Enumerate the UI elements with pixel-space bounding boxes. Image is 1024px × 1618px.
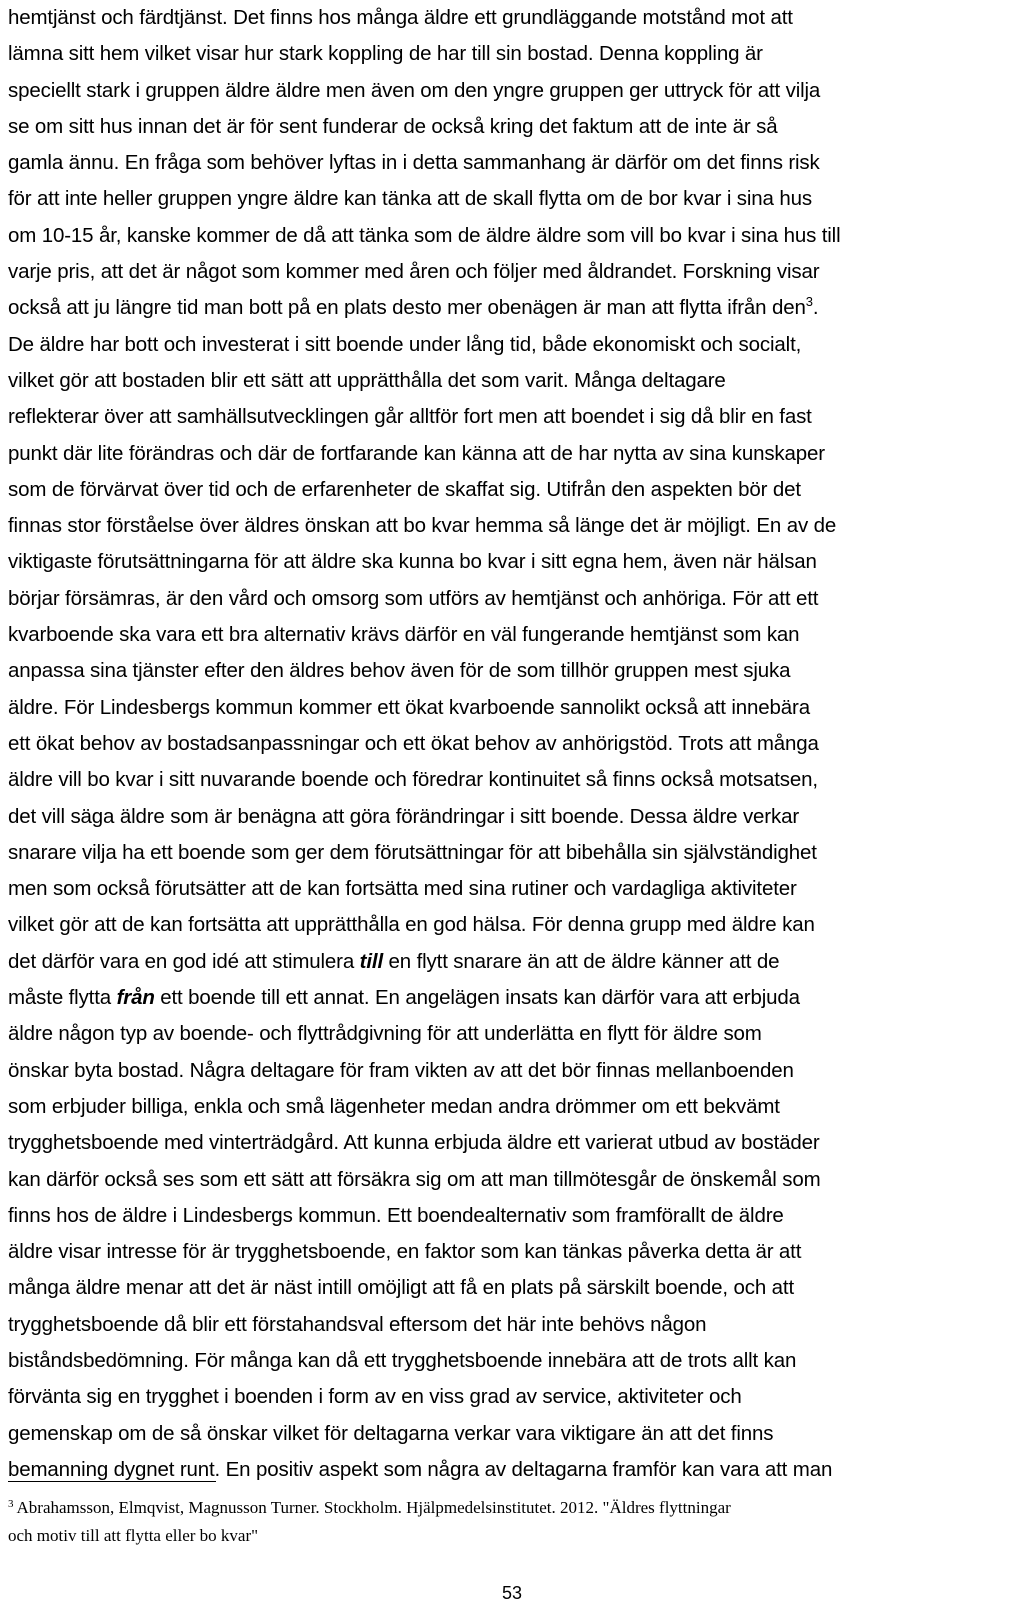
text-line: punkt där lite förändras och där de fortfarande kan känna att de har nytta av sina kunskaper — [8, 441, 825, 465]
text-line: äldre någon typ av boende- och flyttrådgivning för att underlätta en flytt för äldre som — [8, 1022, 762, 1046]
text-segment: en flytt snarare än att de äldre känner att de — [388, 949, 780, 973]
text-line: om 10-15 år, kanske kommer de då att tänka som de äldre äldre som vill bo kvar i sina hus till — [8, 223, 841, 247]
footnote-text: Abrahamsson, Elmqvist, Magnusson Turner. Stockholm. Hjälpmedelsinstitutet. 2012. "Äldres flyttningar — [16, 1498, 731, 1517]
text-line: vilket gör att bostaden blir ett sätt att upprätthålla det som varit. Många deltagare — [8, 368, 726, 392]
text-line: kan därför också ses som ett sätt att försäkra sig om att man tillmötesgår de önskemål som — [8, 1167, 821, 1191]
footnote-separator — [8, 1481, 216, 1482]
text-segment: det därför vara en god idé att stimulera — [8, 949, 355, 973]
text-line: De äldre har bott och investerat i sitt boende under lång tid, både ekonomiskt och socialt, — [8, 332, 802, 356]
text-line: många äldre menar att det är näst intill omöjligt att få en plats på särskilt boende, och att — [8, 1276, 794, 1300]
text-line: förvänta sig en trygghet i boenden i form av en viss grad av service, aktiviteter och — [8, 1385, 742, 1409]
text-line: varje pris, att det är något som kommer med åren och följer med åldrandet. Forskning visar — [8, 260, 820, 284]
text-line: speciellt stark i gruppen äldre äldre men även om den yngre gruppen ger uttryck för att vilja — [8, 78, 821, 102]
footnote-marker: 3 — [8, 1498, 14, 1510]
text-line-with-footnote-ref — [8, 290, 1018, 326]
text-line: finns hos de äldre i Lindesbergs kommun. Ett boendealternativ som framförallt de äldre — [8, 1203, 784, 1227]
body-text — [8, 0, 1018, 1488]
text-line-with-emphasis — [8, 980, 1018, 1016]
footnote-line — [8, 1494, 1018, 1522]
text-line: önskar byta bostad. Några deltagare för fram vikten av att det bör finnas mellanboenden — [8, 1058, 794, 1082]
text-line: lämna sitt hem vilket visar hur stark koppling de har till sin bostad. Denna koppling är — [8, 42, 763, 66]
text-line: trygghetsboende då blir ett förstahandsval eftersom det här inte behövs någon — [8, 1312, 707, 1336]
text-line: kvarboende ska vara ett bra alternativ krävs därför en väl fungerande hemtjänst som kan — [8, 623, 800, 647]
text-line: ett ökat behov av bostadsanpassningar och ett ökat behov av anhörigstöd. Trots att många — [8, 731, 819, 755]
text-line: äldre vill bo kvar i sitt nuvarande boende och föredrar kontinuitet så finns också motsatsen, — [8, 768, 818, 792]
text-segment: ett boende till ett annat. En angelägen insats kan därför vara att erbjuda — [160, 986, 800, 1010]
text-line: finnas stor förståelse över äldres önskan att bo kvar hemma så länge det är möjligt. En av de — [8, 514, 837, 538]
text-line: för att inte heller gruppen yngre äldre kan tänka att de skall flytta om de bor kvar i sina hus — [8, 187, 812, 211]
text-segment: . — [812, 296, 819, 320]
text-line: börjar försämras, är den vård och omsorg som utförs av hemtjänst och anhöriga. För att ett — [8, 586, 819, 610]
footnote-reference: 3 — [805, 294, 813, 310]
text-line: snarare vilja ha ett boende som ger dem förutsättningar för att bibehålla sin självständighet — [8, 840, 817, 864]
text-segment: också att ju längre tid man bott på en plats desto mer obenägen är man att flytta ifrån den — [8, 296, 806, 320]
text-line: biståndsbedömning. För många kan då ett trygghetsboende innebära att de trots allt kan — [8, 1348, 797, 1372]
footnote-line: och motiv till att flytta eller bo kvar" — [8, 1526, 259, 1545]
text-line: reflekterar över att samhällsutvecklingen går alltför fort men att boendet i sig då blir en fast — [8, 405, 812, 429]
text-line: men som också förutsätter att de kan fortsätta med sina rutiner och vardagliga aktiviteter — [8, 877, 797, 901]
footnote — [8, 1494, 1018, 1550]
text-line: gemenskap om de så önskar vilket för deltagarna verkar vara viktigare än att det finns — [8, 1421, 774, 1445]
text-line: anpassa sina tjänster efter den äldres behov även för de som tillhör gruppen mest sjuka — [8, 659, 791, 683]
text-line: hemtjänst och färdtjänst. Det finns hos många äldre ett grundläggande motstånd mot att — [8, 6, 793, 29]
text-line: som erbjuder billiga, enkla och små lägenheter medan andra drömmer om ett bekvämt — [8, 1094, 780, 1118]
text-line: det vill säga äldre som är benägna att göra förändringar i sitt boende. Dessa äldre verkar — [8, 804, 800, 828]
text-line-with-emphasis — [8, 944, 1018, 980]
text-line: bemanning dygnet runt. En positiv aspekt som några av deltagarna framför kan vara att man — [8, 1457, 833, 1481]
emphasis-till: till — [359, 949, 383, 973]
text-line: gamla ännu. En fråga som behöver lyftas in i detta sammanhang är därför om det finns risk — [8, 151, 820, 175]
text-segment: måste flytta — [8, 986, 112, 1010]
text-line: se om sitt hus innan det är för sent funderar de också kring det faktum att de inte är så — [8, 114, 778, 138]
text-line: viktigaste förutsättningarna för att äldre ska kunna bo kvar i sitt egna hem, även när hälsan — [8, 550, 817, 574]
text-line: äldre. För Lindesbergs kommun kommer ett ökat kvarboende sannolikt också att innebära — [8, 695, 810, 719]
text-line: trygghetsboende med vinterträdgård. Att kunna erbjuda äldre ett varierat utbud av bostäder — [8, 1131, 820, 1155]
emphasis-fran: från — [116, 986, 155, 1010]
text-line: som de förvärvat över tid och de erfarenheter de skaffat sig. Utifrån den aspekten bör det — [8, 477, 801, 501]
page-number: 53 — [501, 1583, 523, 1603]
text-line: vilket gör att de kan fortsätta att upprätthålla en god hälsa. För denna grupp med äldre kan — [8, 913, 815, 937]
text-line: äldre visar intresse för är trygghetsboende, en faktor som kan tänkas påverka detta är att — [8, 1240, 802, 1264]
